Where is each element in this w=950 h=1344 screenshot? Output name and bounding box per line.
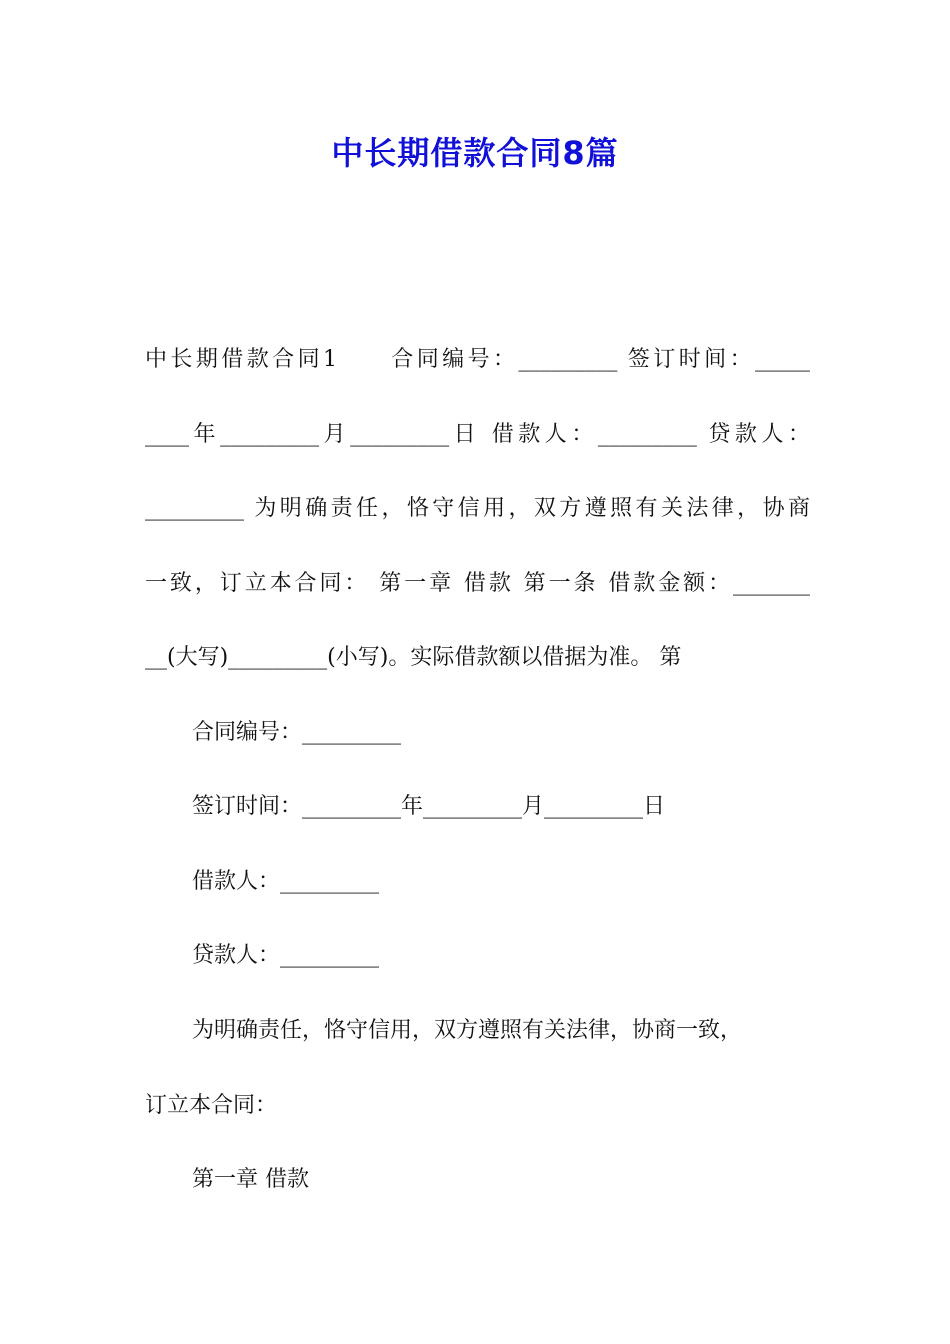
purpose-line-2: 订立本合同：	[145, 1093, 278, 1118]
summary-line-3: _________ 为明确责任，恪守信用，双方遵照有关法律，协商	[145, 496, 810, 521]
contract-number-line: 合同编号：_________	[192, 720, 402, 745]
chapter-heading: 第一章 借款	[192, 1167, 309, 1192]
borrower-line: 借款人：_________	[192, 869, 380, 894]
summary-line-2: ____年_________月_________日 借款人：_________ 贷款人：	[145, 422, 810, 447]
signing-date-line: 签订时间：_________年_________月_________日	[192, 794, 666, 819]
summary-line-5: __(大写)_________(小写)。实际借款额以借据为准。 第	[145, 645, 682, 670]
summary-line-4: 一致，订立本合同： 第一章 借款 第一条 借款金额：_______	[145, 571, 810, 596]
document-title: 中长期借款合同8篇	[331, 134, 619, 172]
summary-line-1: 中长期借款合同1 合同编号：_________ 签订时间：_____	[145, 347, 810, 372]
purpose-line-1: 为明确责任，恪守信用，双方遵照有关法律，协商一致，	[192, 1018, 743, 1043]
lender-line: 贷款人：_________	[192, 943, 380, 968]
